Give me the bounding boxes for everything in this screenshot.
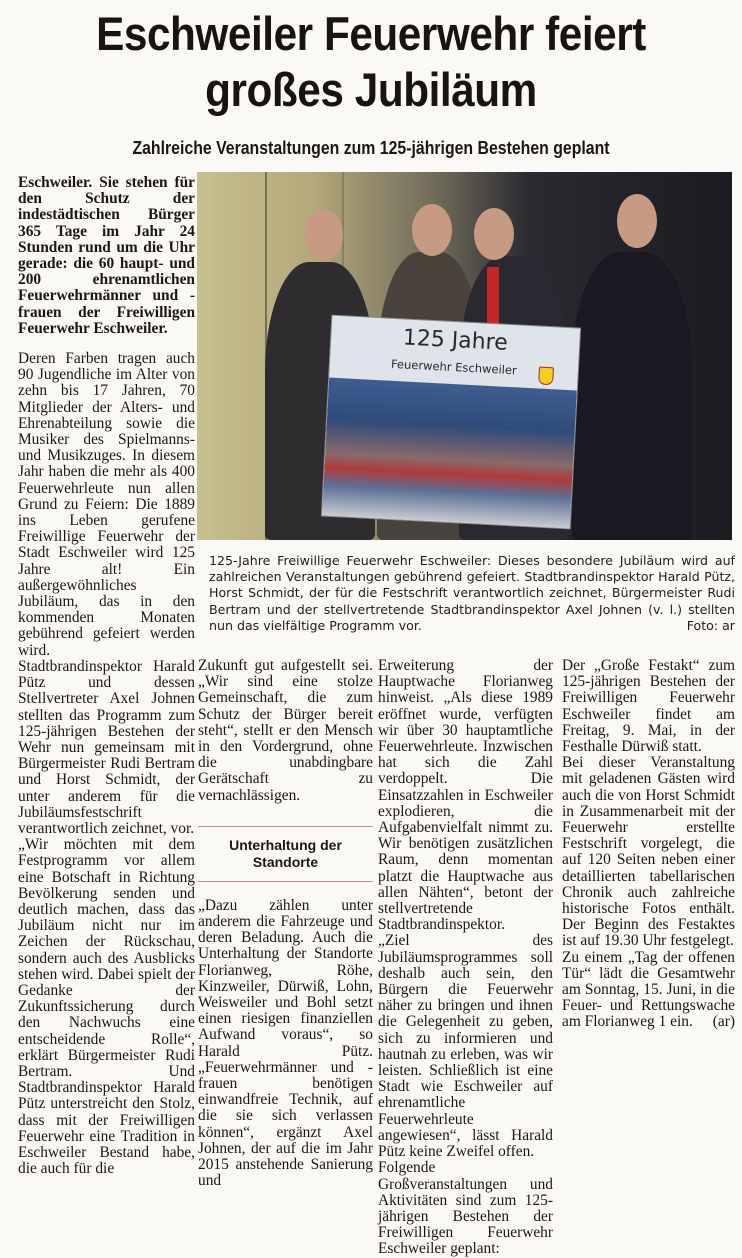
person-4	[572, 252, 692, 540]
article-photo	[197, 172, 732, 540]
body-paragraph: Deren Farben tragen auch 90 Jugendliche im Alter von zehn bis 17 Jahren, 70 Mitglieder der Alters- und Ehrenabteilung sowie die Musiker des Spielmanns- und Musikzuges. In diesem Jahr haben die mehr als 400 Feuerwehrleute nun allen Grund zu Feiern: Die 1889 ins Leben gerufene Freiwillige Feuerwehr der Stadt Eschweiler wird 125 Jahre alt! Ein außergewöhnliches Jubiläum, das in den kommenden Monaten gebührend gefeiert werden wird.	[18, 350, 195, 659]
body-paragraph: Erweiterung der Hauptwache Florianweg hinweist. „Als diese 1989 eröffnet wurde, verfügten wir über 30 hauptamtliche Feuerwehrleute. Inzwischen hat sich die Zahl verdoppelt. Die Einsatzzahlen in Eschweiler explodieren, die Aufgabenvielfalt nimmt zu. Wir benötigen zusätzlichen Raum, denn momentan platzt die Hauptwache aus allen Nähten“, betont der stellvertretende Stadtbrandinspektor.	[378, 657, 553, 934]
subheadline: Zahlreiche Veranstaltungen zum 125-jährigen Bestehen geplant	[132, 138, 610, 158]
headline	[37, 6, 705, 118]
section-heading: Unterhaltung der Standorte	[198, 826, 373, 882]
photo-caption	[209, 553, 735, 634]
body-paragraph: Folgende Großveranstaltungen und Aktivitäten sind zum 125-jährigen Bestehen der Freiwilligen Feuerwehr Eschweiler geplant:	[378, 1159, 553, 1258]
column-4	[562, 658, 735, 1031]
body-paragraph: „Ziel des Jubiläumsprogrammes soll deshalb auch sein, den Bürgern die Feuerwehr näher zu bringen und ihnen die Gelegenheit zu geben, sich zu informieren und hautnah zu erleben, was wir leisten. Schließlich ist eine Stadt wie Eschweiler auf ehrenamtliche Feuerwehrleute angewiesen“, lässt Harald Pütz keine Zweifel offen.	[378, 932, 553, 1161]
body-paragraph: „Dazu zählen unter anderem die Fahrzeuge und deren Beladung. Auch die Unterhaltung der Standorte Florianweg, Röhe, Kinzweiler, Dürwiß, Lohn, Weisweiler und Bohl setzt einen riesigen finanziellen Aufwand voraus“, so Harald Pütz. „Feuerwehrmänner und -frauen benötigen einwandfreie Technik, auf die sie sich verlassen können“, ergänzt Axel Johnen, der auf die im Jahr 2015 anstehende Sanierung und	[198, 896, 373, 1190]
caption-text: 125-Jahre Freiwillige Feuerwehr Eschweiler: Dieses besondere Jubiläum wird auf zahlreichen Veranstaltungen gebührend gefeiert. Stadtbrandinspektor Harald Pütz, Horst Schmidt, der für die Festschrift verantwortlich zeichnet, Bürgermeister Rudi Bertram und der stellvertretende Stadtbrandinspektor Axel Johnen (v. l.) stellten nun das vielfältige Programm vor.	[209, 553, 735, 633]
body-paragraph: Zukunft gut aufgestellt sei. „Wir sind eine stolze Gemeinschaft, die zum Schutz der Bürger bereit steht“, stellt er den Mensch in den Vordergrund, ohne die unabdingbare Gerätschaft zu vernachlässigen.	[198, 657, 373, 804]
body-paragraph: Der „Große Festakt“ zum 125-jährigen Bestehen der Freiwilligen Feuerwehr Eschweiler findet am Freitag, 9. Mai, in der Festhalle Dürwiß statt.	[562, 657, 735, 756]
person-1-head	[305, 210, 343, 260]
headline-line-2: großes Jubiläum	[205, 63, 537, 116]
closing-paragraph-text: Zu einem „Tag der offenen Tür“ lädt die Gesamtwehr am Sonntag, 15. Juni, in die Feuer- und Rettungswache am Florianweg 1 ein.	[562, 948, 735, 1031]
photo-credit: Foto: ar	[686, 617, 735, 633]
coat-of-arms-icon	[538, 367, 554, 386]
fire-station-picture	[322, 378, 577, 529]
lead-paragraph: Eschweiler. Sie stehen für den Schutz der indestädtischen Bürger 365 Tage im Jahr 24 Stunden rund um die Uhr gerade: die 60 haupt- und 200 ehrenamtlichen Feuerwehrmänner und -frauen der Freiwilligen Feuerwehr Eschweiler.	[18, 174, 195, 337]
body-paragraph: „Wir möchten mit dem Festprogramm vor allem eine Botschaft in Richtung Bevölkerung senden und deutlich machen, dass das Jubiläum nicht nur im Zeichen der Rückschau, sondern auch des Ausblicks stehen wird. Dabei spielt der Gedanke der Zukunftssicherung durch den Nachwuchs eine entscheidende Rolle“, erklärt Bürgermeister Rudi Bertram. Und Stadtbrandinspektor Harald Pütz unterstreicht den Stolz, dass mit der Freiwilligen Feuerwehr eine Tradition in Eschweiler Bestand habe, die auch für die	[18, 836, 195, 1178]
person-4-head	[617, 194, 657, 248]
banner-title: 125 Jahre	[402, 325, 509, 356]
banner-subtitle: Feuerwehr Eschweiler	[390, 356, 518, 378]
headline-line-1: Eschweiler Feuerwehr feiert	[96, 7, 646, 60]
person-2-head	[412, 204, 452, 256]
body-paragraph: Bei dieser Veranstaltung mit geladenen Gästen wird auch die von Horst Schmidt in Zusammenarbeit mit der Feuerwehr erstellte Festschrift vorgelegt, die auf 120 Seiten neben einer detaillierten tabellarischen Chronik auch zahlreiche historische Fotos enthält. Der Beginn des Festaktes ist auf 19.30 Uhr festgelegt.	[562, 754, 735, 950]
body-paragraph	[562, 950, 735, 1031]
column-2	[198, 658, 373, 1189]
anniversary-banner	[322, 316, 580, 529]
body-paragraph: Stadtbrandinspektor Harald Pütz und dessen Stellvertreter Axel Johnen stellten das Programm zum 125-jährigen Bestehen der Wehr nun gemeinsam mit Bürgermeister Rudi Bertram und Horst Schmidt, der unter anderem für die Jubiläumsfestschrift verantwortlich zeichnet, vor.	[18, 657, 195, 837]
author-tag: (ar)	[712, 1013, 735, 1031]
person-3-head	[474, 208, 514, 260]
column-1	[18, 175, 195, 1177]
column-3	[378, 658, 553, 1258]
